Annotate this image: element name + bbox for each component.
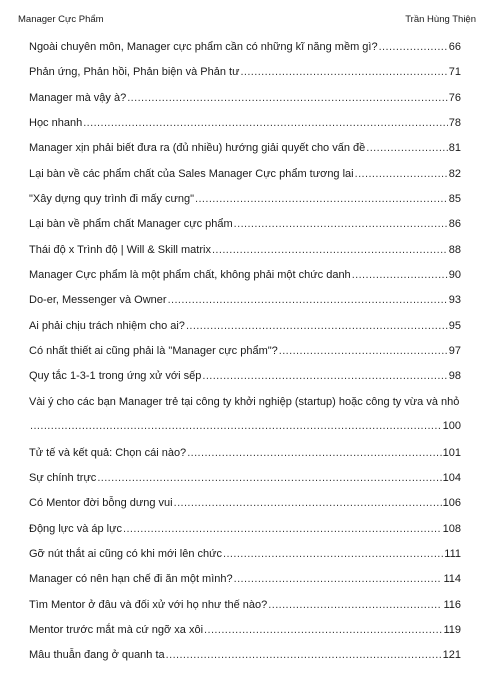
toc-entry-page: 85	[448, 193, 461, 206]
toc-entry[interactable]	[29, 369, 461, 394]
header-book-title: Manager Cực Phẩm	[18, 14, 104, 25]
dot-leader	[30, 419, 442, 433]
toc-entry-title: Động lực và áp lực	[29, 522, 122, 535]
toc-entry-title: Thái độ x Trình độ | Will & Skill matrix	[29, 243, 211, 256]
toc-entry-title: Học nhanh	[29, 117, 83, 130]
toc-entry-page: 119	[443, 623, 461, 636]
dot-leader	[195, 192, 448, 206]
dot-leader	[234, 572, 443, 586]
dot-leader	[123, 522, 442, 536]
toc-entry-title: Ai phải chịu trách nhiệm cho ai?	[29, 319, 185, 332]
dot-leader	[212, 243, 448, 257]
toc-entry[interactable]	[29, 319, 461, 344]
toc-entry[interactable]	[29, 395, 461, 446]
toc-entry-title: Mentor trước mắt mà cứ ngỡ xa xôi	[29, 623, 204, 636]
toc-entry[interactable]	[29, 141, 461, 166]
toc-entry-title: Lại bàn về phẩm chất Manager cực phẩm	[29, 218, 233, 231]
toc-entry-page: 108	[442, 522, 461, 535]
toc-entry-title: Manager có nên hạn chế đi ăn một mình?	[29, 573, 233, 586]
dot-leader	[355, 167, 448, 181]
toc-entry-page: 76	[448, 91, 461, 104]
toc-entry[interactable]	[29, 65, 461, 90]
toc-entry-page: 93	[448, 294, 461, 307]
toc-entry-page: 104	[442, 471, 461, 484]
toc-entry-page: 82	[448, 167, 461, 180]
toc-entry-page: 98	[448, 370, 461, 383]
dot-leader	[97, 471, 441, 485]
dot-leader	[127, 91, 448, 105]
toc-entry-title: Manager xịn phải biết đưa ra (đủ nhiều) hướng giải quyết cho vấn đề	[29, 142, 366, 155]
toc-entry[interactable]	[29, 572, 461, 597]
dot-leader	[187, 446, 441, 460]
toc-entry-title: Sự chính trực	[29, 471, 97, 484]
toc-entry-title: Có nhất thiết ai cũng phải là "Manager cực phẩm"?	[29, 345, 278, 358]
toc-entry-page: 88	[448, 243, 461, 256]
toc-entry[interactable]	[29, 91, 461, 116]
toc-entry-page: 71	[448, 66, 461, 79]
toc-entry-page: 106	[442, 497, 461, 510]
dot-leader	[223, 547, 443, 561]
toc-entry-title: "Xây dựng quy trình đi mấy cưng"	[29, 193, 195, 206]
toc-entry-page: 90	[448, 269, 461, 282]
dot-leader	[174, 496, 442, 510]
toc-entry[interactable]	[29, 40, 461, 65]
toc-entry[interactable]	[29, 522, 461, 547]
dot-leader	[186, 319, 448, 333]
toc-entry[interactable]	[29, 446, 461, 471]
dot-leader	[202, 369, 447, 383]
dot-leader	[204, 623, 442, 637]
dot-leader	[279, 344, 448, 358]
toc-entry-page: 121	[442, 649, 461, 662]
dot-leader	[379, 40, 448, 54]
toc-entry-title: Tìm Mentor ở đâu và đối xử với họ như thế nào?	[29, 598, 268, 611]
toc-entry[interactable]	[29, 648, 461, 673]
toc-entry-title: Do-er, Messenger và Owner	[29, 294, 167, 307]
toc-entry[interactable]	[29, 496, 461, 521]
dot-leader	[352, 268, 448, 282]
dot-leader	[240, 65, 447, 79]
toc-entry-title: Mâu thuẫn đang ở quanh ta	[29, 649, 165, 662]
toc-entry-page: 101	[442, 446, 461, 459]
toc-entry[interactable]	[29, 471, 461, 496]
header-author: Trần Hùng Thiện	[405, 14, 476, 25]
toc-entry-page: 114	[443, 573, 461, 586]
toc-entry-title: Lại bàn về các phẩm chất của Sales Manager Cực phẩm tương lai	[29, 167, 354, 180]
toc-entry-title: Phản ứng, Phản hồi, Phản biện và Phản tư	[29, 66, 240, 79]
toc-entry-page: 111	[444, 547, 461, 560]
toc-entry-title: Manager mà vậy à?	[29, 91, 127, 104]
toc-entry-title: Tử tế và kết quả: Chọn cái nào?	[29, 446, 187, 459]
toc-entry-page: 78	[448, 117, 461, 130]
dot-leader	[234, 217, 448, 231]
table-of-contents	[29, 40, 461, 674]
toc-entry[interactable]	[29, 293, 461, 318]
toc-entry-title: Ngoài chuyên môn, Manager cực phẩm cần có những kĩ năng mềm gì?	[29, 41, 378, 53]
dot-leader	[168, 293, 448, 307]
toc-entry[interactable]	[29, 192, 461, 217]
toc-entry[interactable]	[29, 243, 461, 268]
toc-entry[interactable]	[29, 623, 461, 648]
running-header	[18, 14, 476, 28]
toc-entry[interactable]	[29, 344, 461, 369]
toc-entry[interactable]	[29, 547, 461, 572]
dot-leader	[366, 141, 447, 155]
toc-entry-title: Vài ý cho các bạn Manager trẻ tại công ty khởi nghiệp (startup) hoặc công ty vừa và nhỏ	[29, 395, 460, 408]
toc-entry[interactable]	[29, 598, 461, 623]
toc-entry-page: 100	[442, 419, 461, 432]
toc-entry[interactable]	[29, 167, 461, 192]
toc-entry-title: Manager Cực phẩm là một phẩm chất, không phải một chức danh	[29, 269, 351, 282]
toc-entry-page: 66	[448, 41, 461, 53]
toc-entry-page: 116	[443, 598, 461, 611]
toc-entry-title: Quy tắc 1-3-1 trong ứng xử với sếp	[29, 370, 202, 383]
dot-leader	[268, 598, 442, 612]
toc-entry-page: 95	[448, 319, 461, 332]
toc-entry[interactable]	[29, 116, 461, 141]
dot-leader	[83, 116, 448, 130]
dot-leader	[166, 648, 442, 662]
toc-entry-page: 81	[448, 142, 461, 155]
toc-entry-page: 97	[448, 345, 461, 358]
toc-entry-title: Gỡ nút thắt ai cũng có khi mới lên chức	[29, 547, 222, 560]
toc-entry[interactable]	[29, 268, 461, 293]
toc-entry[interactable]	[29, 217, 461, 242]
toc-entry-page: 86	[448, 218, 461, 231]
toc-entry-title: Có Mentor đời bỗng dưng vui	[29, 497, 173, 510]
